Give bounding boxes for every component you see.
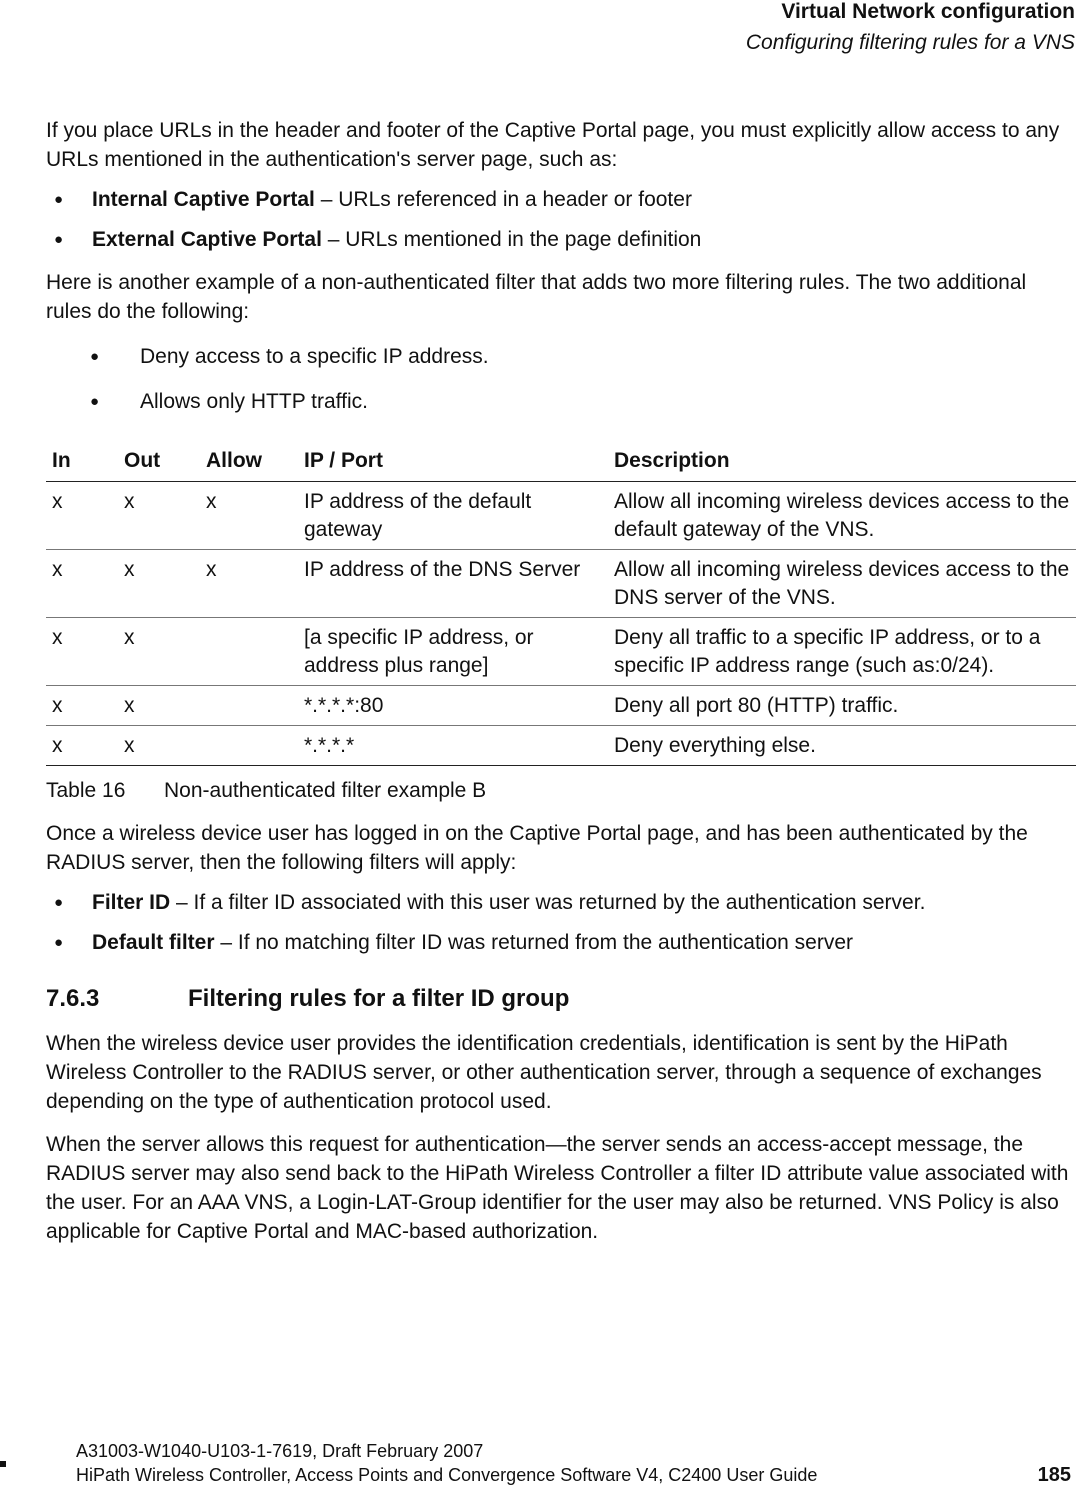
cell-description: Allow all incoming wireless devices access to the DNS server of the VNS. [608,550,1076,618]
page-body [46,116,1076,1246]
filter-rules-table [46,447,1076,766]
cell-ip-port: IP address of the default gateway [298,482,608,550]
list-item [46,888,1076,917]
cell-out: x [118,482,200,550]
list-item [46,928,1076,957]
table-header-row [46,447,1076,482]
after-login-paragraph: Once a wireless device user has logged in on the Captive Portal page, and has been authenticated by the RADIUS server, then the following filters will apply: [46,822,1028,874]
footer-guide-title: HiPath Wireless Controller, Access Points and Convergence Software V4, C2400 User Guide [76,1465,818,1485]
column-header-allow: Allow [200,447,298,482]
cell-out: x [118,686,200,726]
bullet-text: – URLs referenced in a header or footer [314,188,692,211]
cell-description: Deny all port 80 (HTTP) traffic. [608,686,1076,726]
table-row [46,618,1076,686]
cell-description: Deny all traffic to a specific IP address, or to a specific IP address range (such as:0/24). [608,618,1076,686]
section-paragraph: When the server allows this request for authentication—the server sends an access-accept message, the RADIUS server may also send back to the HiPath Wireless Controller a filter ID attribute value associated with the user. For an AAA VNS, a Login-LAT-Group identifier for the user may also be returned. VNS Policy is also applicable for Captive Portal and MAC-based authorization. [46,1133,1069,1243]
table-row [46,686,1076,726]
column-header-description: Description [608,447,1076,482]
section-paragraph: When the wireless device user provides the identification credentials, identification is sent by the HiPath Wireless Controller to the RADIUS server, or other authentication server, through a sequence of exchanges depending on the type of authentication protocol used. [46,1032,1042,1113]
cell-ip-port: IP address of the DNS Server [298,550,608,618]
cell-out: x [118,550,200,618]
list-item [46,342,1076,371]
footer-marker [0,1461,6,1467]
list-item [46,387,1076,416]
cell-allow: x [200,482,298,550]
list-item [46,225,1076,254]
bullet-term: Filter ID [92,891,171,914]
bullet-text: – If a filter ID associated with this user was returned by the authentication server. [170,891,926,914]
cell-ip-port: [a specific IP address, or address plus range] [298,618,608,686]
bullet-text: – URLs mentioned in the page definition [321,228,702,251]
column-header-ip-port: IP / Port [298,447,608,482]
bullet-icon: ● [54,231,64,248]
table-row [46,482,1076,550]
section-number: 7.6.3 [46,985,100,1012]
cell-description: Deny everything else. [608,726,1076,766]
cell-allow: x [200,550,298,618]
cell-ip-port: *.*.*.*:80 [298,686,608,726]
bullet-icon: ● [54,894,64,911]
table-caption [46,776,1076,805]
footer-doc-id: A31003-W1040-U103-1-7619, Draft February 2007 [76,1441,484,1461]
bullet-text: Deny access to a specific IP address. [140,345,489,368]
page-number: 185 [1037,1464,1071,1486]
intro-paragraph: If you place URLs in the header and footer of the Captive Portal page, you must explicitly allow access to any URLs mentioned in the authentication's server page, such as: [46,119,1060,171]
table-caption-number: Table 16 [46,779,126,802]
cell-description: Allow all incoming wireless devices access to the default gateway of the VNS. [608,482,1076,550]
bullet-text: – If no matching filter ID was returned from the authentication server [214,931,853,954]
running-header-title: Virtual Network configuration [781,0,1075,23]
bullet-icon: ● [54,191,64,208]
section-heading [46,983,1076,1015]
column-header-in: In [46,447,118,482]
bullet-icon: ● [90,348,100,365]
cell-out: x [118,726,200,766]
section-title: Filtering rules for a filter ID group [188,985,570,1012]
bullet-term: Default filter [92,931,215,954]
cell-in: x [46,618,118,686]
table-row [46,550,1076,618]
bullet-icon: ● [90,393,100,410]
cell-ip-port: *.*.*.* [298,726,608,766]
cell-in: x [46,482,118,550]
cell-in: x [46,550,118,618]
bullet-icon: ● [54,934,64,951]
column-header-out: Out [118,447,200,482]
bullet-text: Allows only HTTP traffic. [140,390,368,413]
running-header-subtitle: Configuring filtering rules for a VNS [745,31,1075,54]
table-caption-text: Non-authenticated filter example B [164,779,487,802]
cell-in: x [46,726,118,766]
cell-allow [200,726,298,766]
cell-allow [200,686,298,726]
bullet-term: External Captive Portal [92,228,322,251]
example-paragraph: Here is another example of a non-authenticated filter that adds two more filtering rules. The two additional rules do the following: [46,271,1027,323]
bullet-term: Internal Captive Portal [92,188,315,211]
table-row [46,726,1076,766]
cell-allow [200,618,298,686]
list-item [46,185,1076,214]
cell-in: x [46,686,118,726]
cell-out: x [118,618,200,686]
